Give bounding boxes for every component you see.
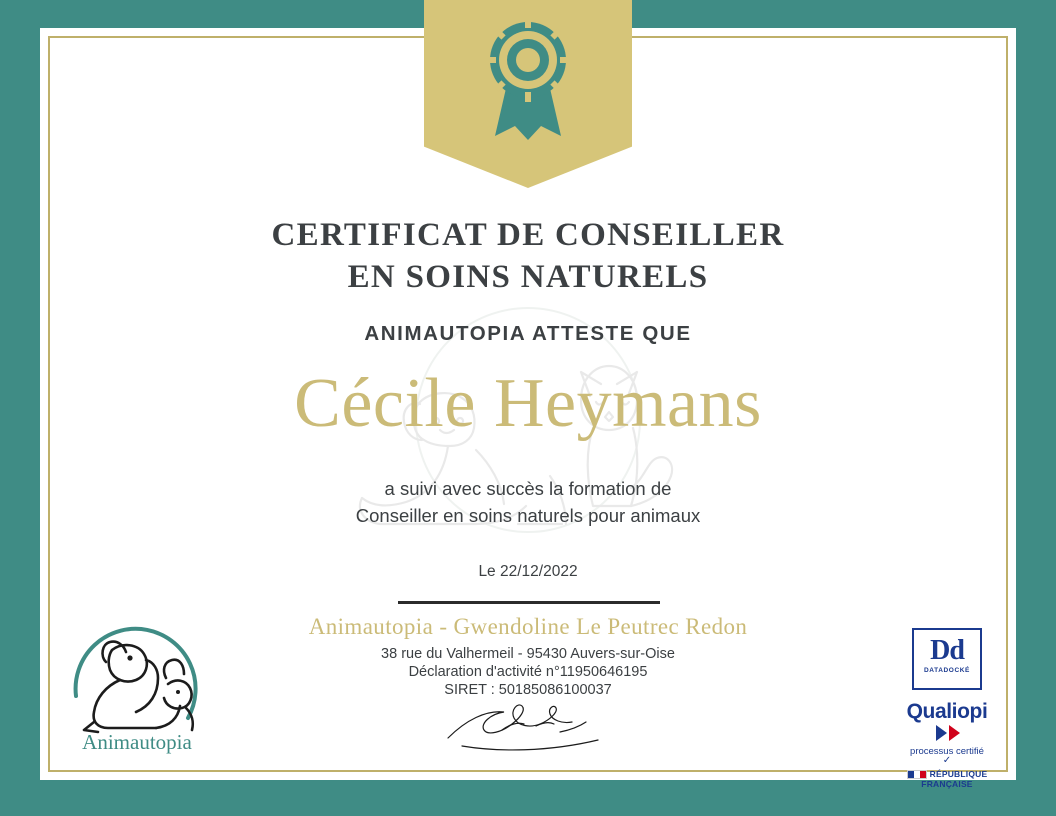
qualiopi-check-icon: ✓: [942, 755, 952, 766]
section-divider: [398, 601, 660, 604]
datadock-label: DATADOCKÉ: [924, 666, 970, 674]
datadock-mark: Dd: [930, 635, 964, 666]
qualiopi-arrows-icon: [936, 724, 962, 747]
issue-date: Le 22/12/2022: [478, 563, 578, 580]
medal-icon: [473, 18, 583, 143]
signature-mark: [440, 696, 620, 760]
attestation-statement: ANIMAUTOPIA ATTESTE QUE: [364, 322, 692, 345]
certificate-title-line-1: CERTIFICAT DE CONSEILLER: [271, 217, 785, 253]
qualiopi-name: Qualiopi: [906, 700, 988, 723]
certificate-title: [0, 214, 1056, 298]
recipient-name: Cécile Heymans: [294, 365, 762, 442]
republique-francaise-label: [892, 769, 1002, 789]
body-line-2: Conseiller en soins naturels pour animaux: [355, 505, 701, 526]
issuer-siret: SIRET : 50185086100037: [444, 682, 612, 698]
award-ribbon-banner: [424, 0, 632, 188]
issuer-name: Animautopia - Gwendoline Le Peutrec Redon: [308, 614, 748, 639]
certificate-title-line-2: EN SOINS NATURELS: [347, 259, 709, 296]
body-line-1: a suivi avec succès la formation de: [384, 478, 672, 499]
issuer-address: 38 rue du Valhermeil - 95430 Auvers-sur-Oise: [381, 646, 675, 662]
logo-brand-name: Animautopia: [82, 730, 192, 754]
republique-francaise-text: RÉPUBLIQUE FRANÇAISE: [921, 769, 988, 790]
datadock-badge: [912, 628, 982, 690]
qualiopi-subtitle: processus certifié: [910, 746, 984, 757]
qualiopi-badge: [892, 700, 1002, 790]
issuer-declaration-number: Déclaration d'activité n°11950646195: [408, 664, 648, 680]
french-flag-icon: [907, 770, 927, 779]
